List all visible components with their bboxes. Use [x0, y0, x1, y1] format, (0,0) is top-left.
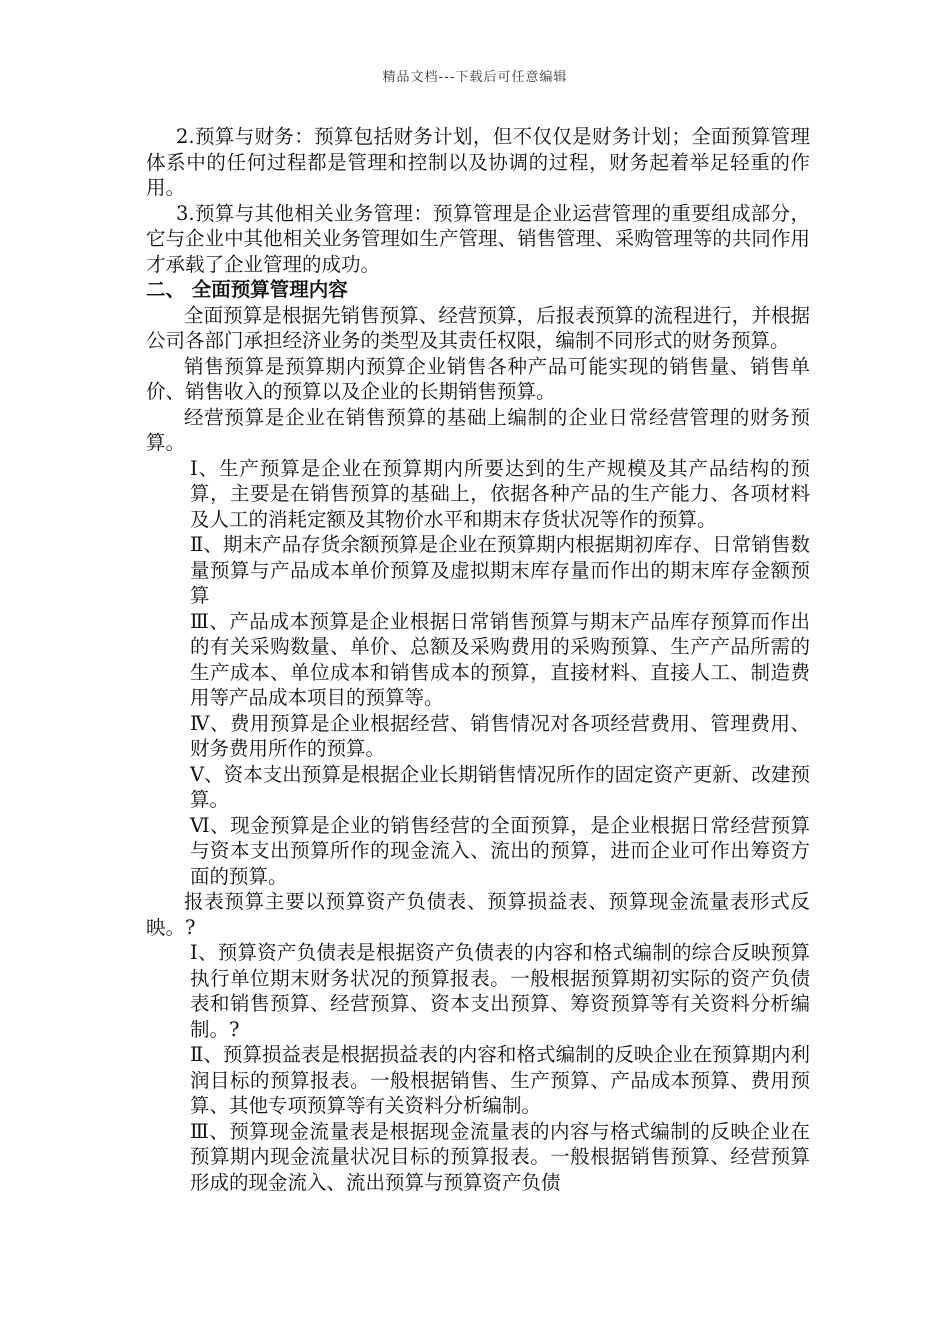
paragraph-budget-finance: 2.预算与财务：预算包括财务计划，但不仅仅是财务计划；全面预算管理体系中的任何过程都是管理和控制以及协调的过程，财务起着举足轻重的作用。	[146, 125, 810, 199]
paragraph-comprehensive-budget: 全面预算是根据先销售预算、经营预算，后报表预算的流程进行，并根据公司各部门承担经济业务的类型及其责任权限，编制不同形式的财务预算。	[146, 303, 810, 352]
list-item-cash-flow-budget: Ⅲ、预算现金流量表是根据现金流量表的内容与格式编制的反映企业在预算期内现金流量状况目标的预算报表。一般根据销售预算、经营预算形成的现金流入、流出预算与预算资产负债	[190, 1119, 810, 1194]
list-item-balance-sheet-budget: Ⅰ、预算资产负债表是根据资产负债表的内容和格式编制的综合反映预算执行单位期末财务状况的预算报表。一般根据预算期初实际的资产负债表和销售预算、经营预算、资本支出预算、筹资预算等有关资料分析编制。?	[190, 941, 810, 1041]
section-heading: 二、 全面预算管理内容	[146, 278, 348, 301]
paragraph-sales-budget: 销售预算是预算期内预算企业销售各种产品可能实现的销售量、销售单价、销售收入的预算以及企业的长期销售预算。	[146, 354, 810, 403]
list-item-cash-budget: Ⅵ、现金预算是企业的销售经营的全面预算，是企业根据日常经营预算与资本支出预算所作的现金流入、流出的预算，进而企业可作出筹资方面的预算。	[190, 813, 810, 888]
paragraph-statement-budget: 报表预算主要以预算资产负债表、预算损益表、预算现金流量表形式反映。?	[146, 890, 810, 939]
page-header: 精品文档---下载后可任意编辑	[382, 70, 568, 85]
list-item-capital-budget: Ⅴ、资本支出预算是根据企业长期销售情况所作的固定资产更新、改建预算。	[190, 762, 810, 811]
list-item-income-statement-budget: Ⅱ、预算损益表是根据损益表的内容和格式编制的反映企业在预算期内利润目标的预算报表。一般根据销售、生产预算、产品成本预算、费用预算、其他专项预算等有关资料分析编制。	[190, 1043, 810, 1117]
list-item-product-cost-budget: Ⅲ、产品成本预算是企业根据日常销售预算与期末产品库存预算而作出的有关采购数量、单价、总额及采购费用的采购预算、生产产品所需的生产成本、单位成本和销售成本的预算，直接材料、直接人工、制造费用等产品成本项目的预算等。	[190, 609, 810, 709]
paragraph-budget-other-business: 3.预算与其他相关业务管理：预算管理是企业运营管理的重要组成部分，它与企业中其他相关业务管理如生产管理、销售管理、采购管理等的共同作用才承载了企业管理的成功。	[146, 201, 810, 276]
document-body	[146, 124, 810, 1195]
list-item-production-budget: Ⅰ、生产预算是企业在预算期内所要达到的生产规模及其产品结构的预算，主要是在销售预算的基础上，依据各种产品的生产能力、各项材料及人工的消耗定额及其物价水平和期末存货状况等作的预算。	[190, 456, 810, 531]
paragraph-operating-budget: 经营预算是企业在销售预算的基础上编制的企业日常经营管理的财务预算。	[146, 405, 810, 454]
list-item-expense-budget: Ⅳ、费用预算是企业根据经营、销售情况对各项经营费用、管理费用、财务费用所作的预算。	[190, 711, 810, 760]
list-item-inventory-budget: Ⅱ、期末产品存货余额预算是企业在预算期内根据期初库存、日常销售数量预算与产品成本单价预算及虚拟期末库存量而作出的期末库存金额预算	[190, 533, 810, 607]
